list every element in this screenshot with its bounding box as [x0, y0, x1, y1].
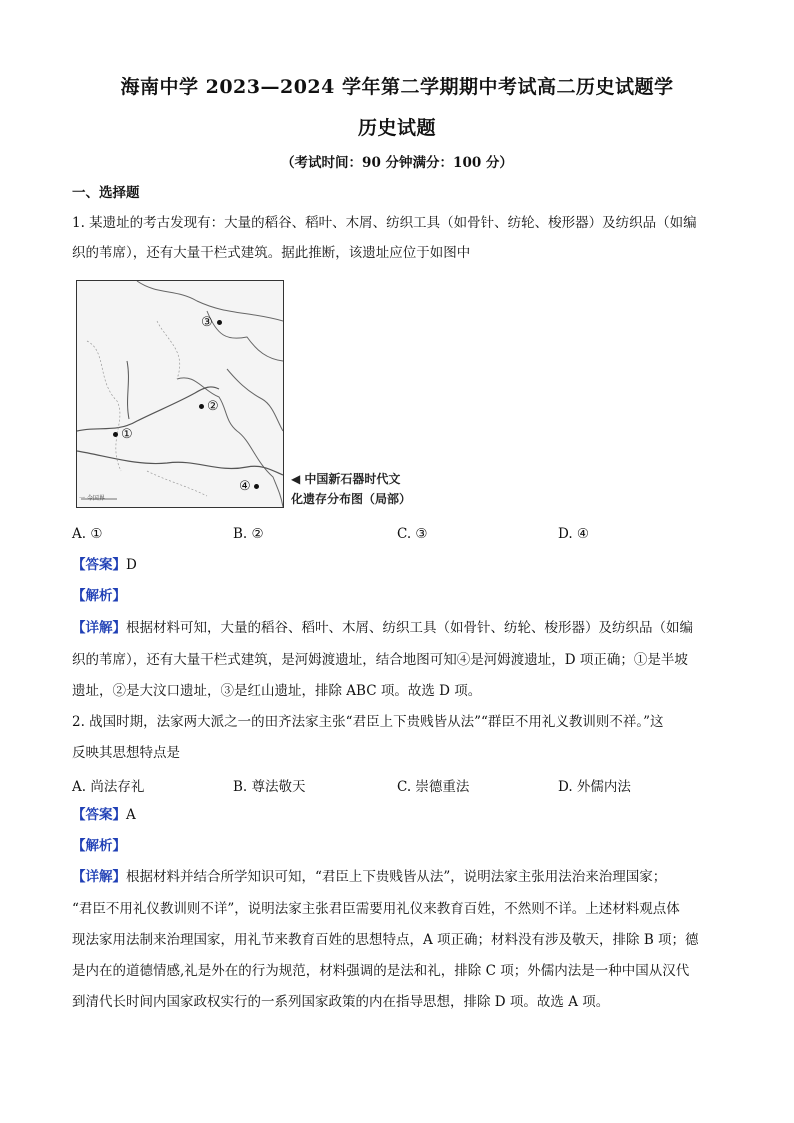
q1-detail-line1: 【详解】根据材料可知，大量的稻谷、稻叶、木屑、纺织工具（如骨针、纺轮、梭形器）及纺织品（如编	[72, 620, 693, 636]
q2-answer: 【答案】A	[72, 807, 136, 823]
map-marker-4: ④	[239, 479, 259, 494]
q1-option-d[interactable]: D. ④	[558, 526, 590, 542]
q1-stem-line2: 织的苇席），还有大量干栏式建筑。据此推断，该遗址应位于如图中	[72, 245, 471, 261]
q1-analysis-tag: 【解析】	[72, 588, 126, 604]
q2-stem-line1: 2. 战国时期，法家两大派之一的田齐法家主张“君臣上下贵贱皆从法”“群臣不用礼义教训则不祥。”这	[72, 714, 664, 730]
map-scale-label: 一 今国界	[79, 495, 105, 502]
q1-stem-line1: 1. 某遗址的考古发现有：大量的稻谷、稻叶、木屑、纺织工具（如骨针、纺轮、梭形器）及纺织品（如编	[72, 215, 697, 231]
map-drawing	[77, 281, 283, 507]
q2-stem-line2: 反映其思想特点是	[72, 745, 180, 761]
map-marker-2: ②	[199, 399, 219, 414]
q2-analysis-tag: 【解析】	[72, 838, 126, 854]
q2-option-b[interactable]: B. 尊法敬天	[233, 779, 306, 795]
q1-map	[76, 280, 284, 508]
q2-detail-line1: 【详解】根据材料并结合所学知识可知，“君臣上下贵贱皆从法”，说明法家主张用法治来治理国家；	[72, 869, 667, 885]
map-caption-line2: 化遗存分布图（局部）	[291, 492, 412, 506]
map-marker-3: ③	[201, 315, 222, 330]
q2-option-d[interactable]: D. 外儒内法	[558, 779, 631, 795]
q2-detail-line4: 是内在的道德情感,礼是外在的行为规范，材料强调的是法和礼，排除 C 项；外儒内法是一种中国从汉代	[72, 963, 690, 979]
map-marker-1: ①	[113, 427, 133, 442]
q2-option-a[interactable]: A. 尚法存礼	[72, 779, 145, 795]
q1-answer: 【答案】D	[72, 557, 137, 573]
q1-option-c[interactable]: C. ③	[397, 526, 428, 542]
q1-option-a[interactable]: A. ①	[72, 526, 103, 542]
q2-detail-line2: “君臣不用礼仪教训则不详”，说明法家主张君臣需要用礼仪来教育百姓，不然则不详。上述材料观点体	[72, 901, 680, 917]
q1-detail-line3: 遗址，②是大汶口遗址，③是红山遗址，排除 ABC 项。故选 D 项。	[72, 683, 482, 699]
q1-option-b[interactable]: B. ②	[233, 526, 264, 542]
map-caption-line1: ◀ 中国新石器时代文	[291, 472, 401, 486]
exam-subtitle: 历史试题	[357, 117, 436, 139]
q2-detail-line5: 到清代长时间内国家政权实行的一系列国家政策的内在指导思想，排除 D 项。故选 A 项。	[72, 994, 610, 1010]
exam-info: （考试时间：90 分钟满分：100 分）	[281, 155, 513, 171]
exam-title: 海南中学 2023—2024 学年第二学期期中考试高二历史试题学	[120, 76, 674, 98]
q1-detail-line2: 织的苇席），还有大量干栏式建筑，是河姆渡遗址，结合地图可知④是河姆渡遗址，D 项正确；①是半坡	[72, 652, 688, 668]
q2-detail-line3: 现法家用法制来治理国家，用礼节来教育百姓的思想特点，A 项正确；材料没有涉及敬天，排除 B 项；德	[72, 932, 699, 948]
section-heading: 一、选择题	[72, 185, 140, 201]
q2-option-c[interactable]: C. 崇德重法	[397, 779, 470, 795]
